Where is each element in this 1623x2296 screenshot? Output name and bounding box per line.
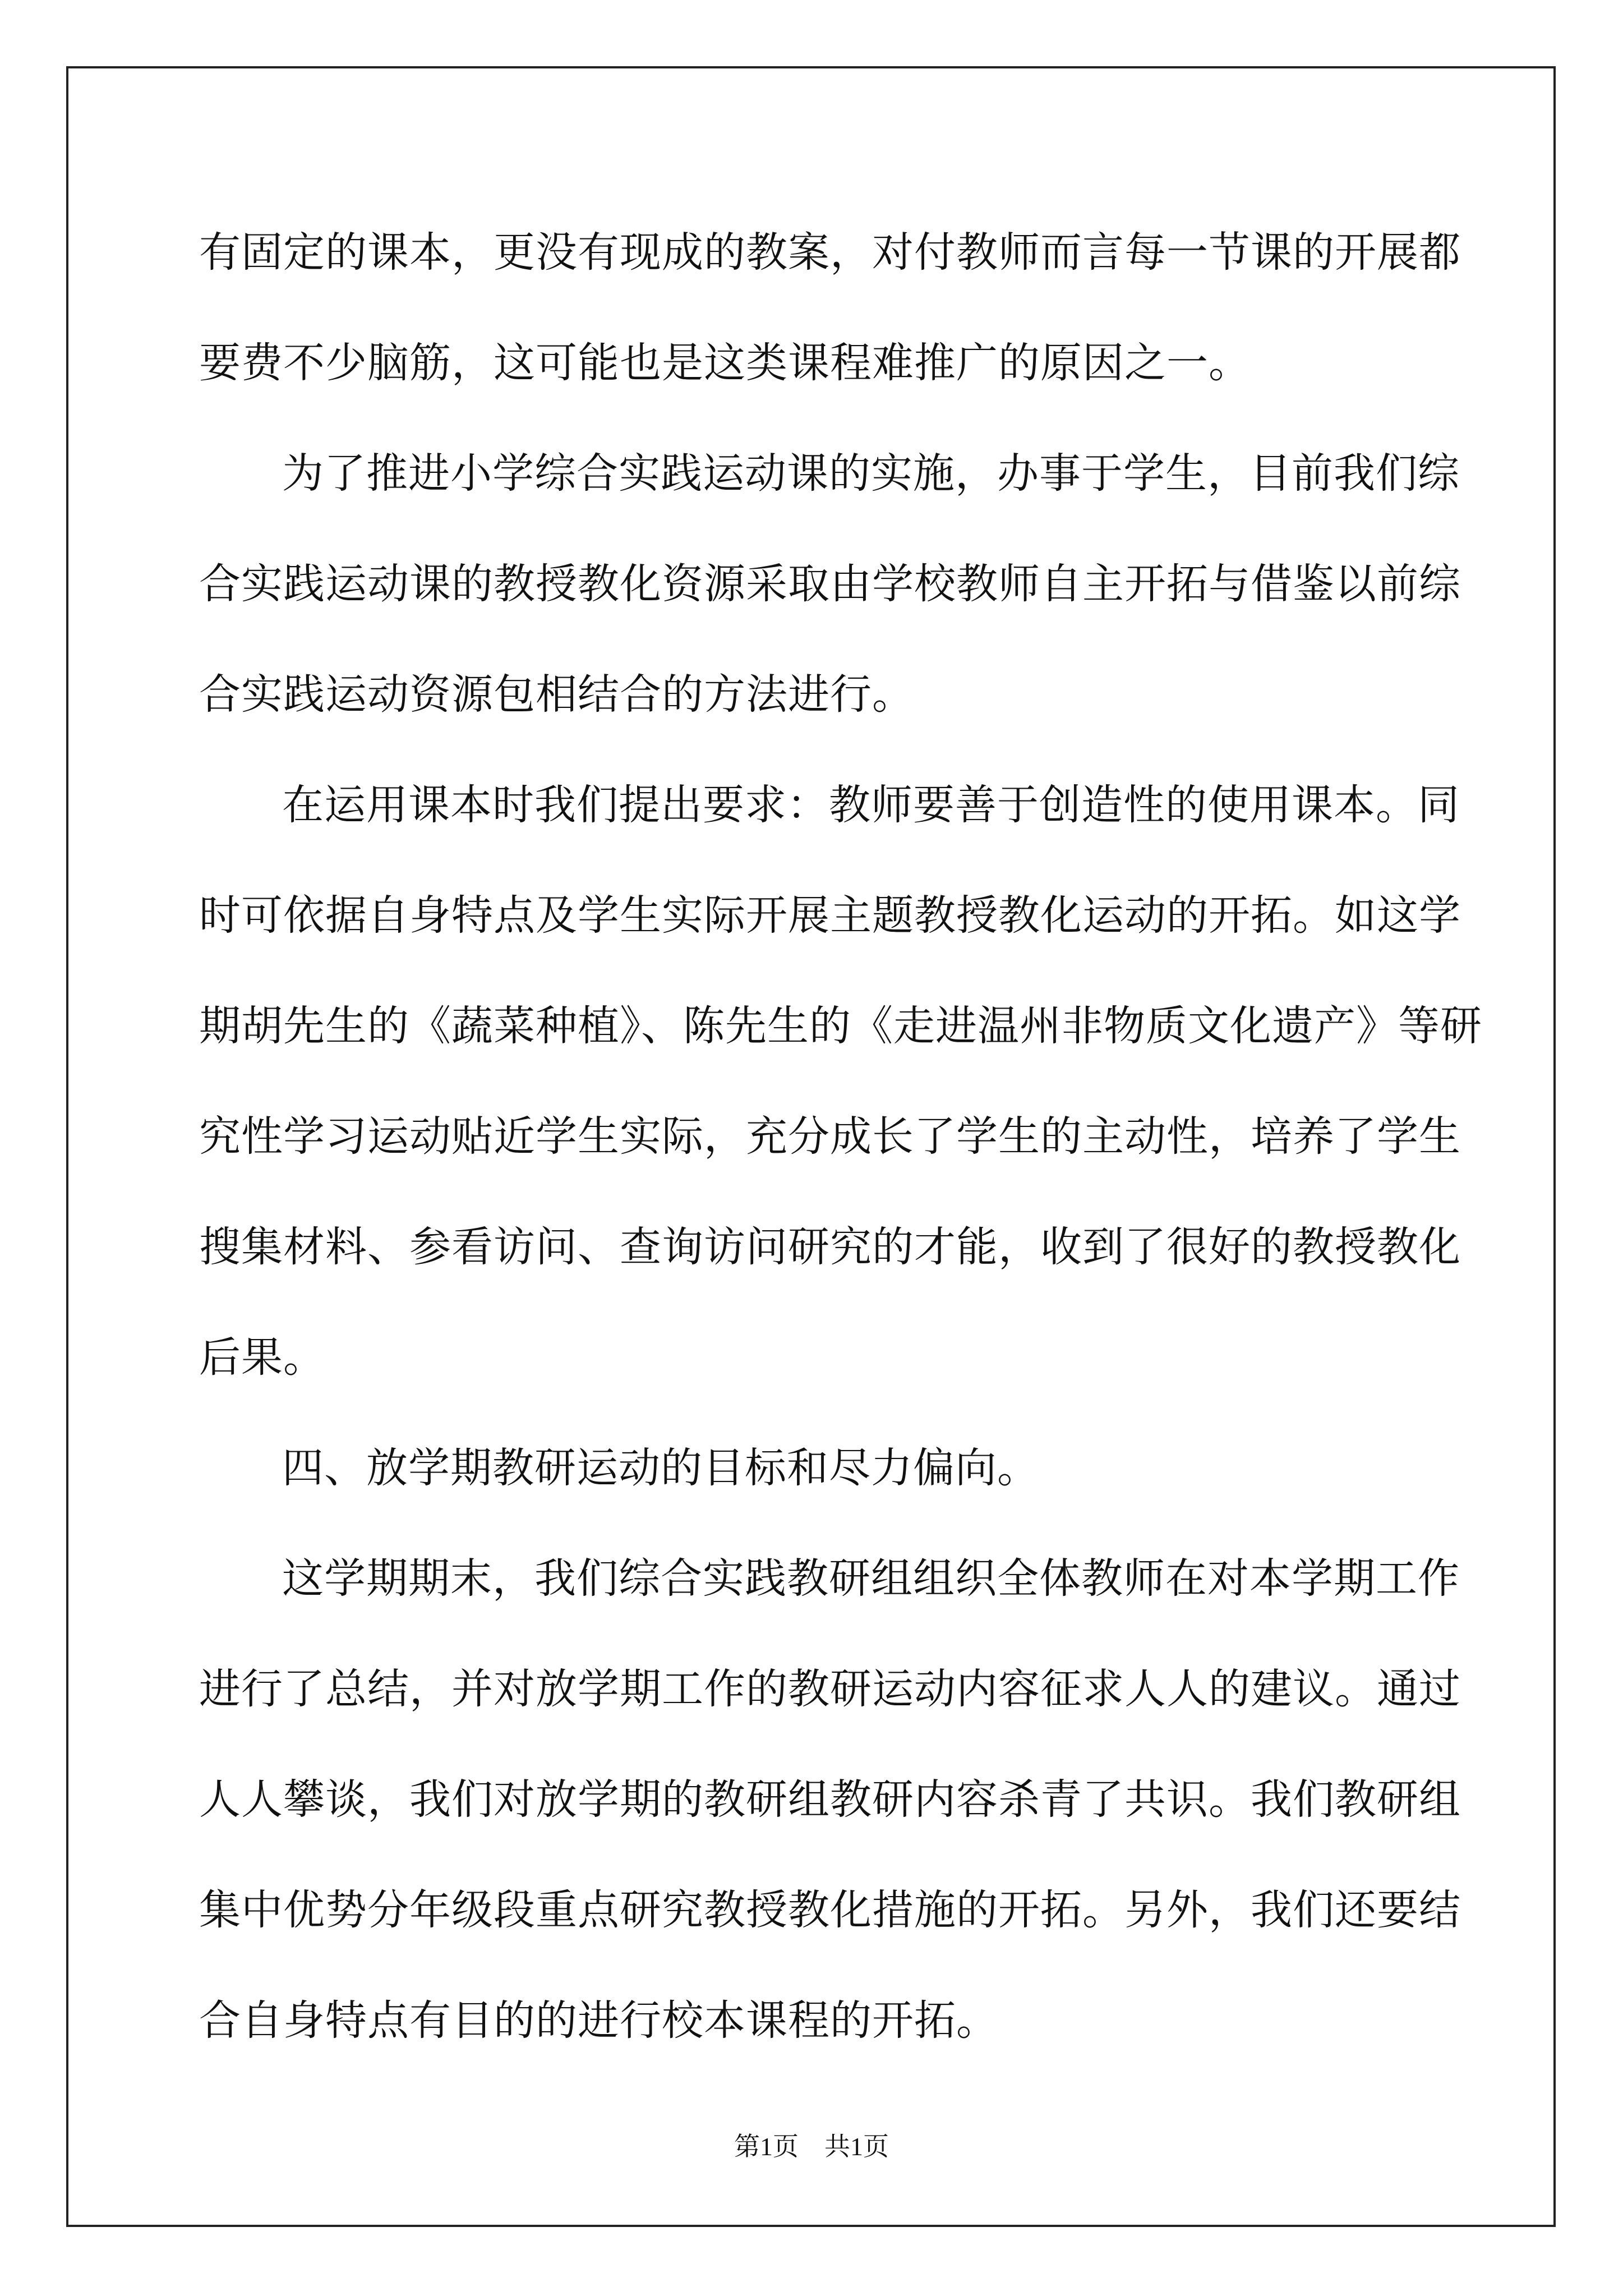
text-line: 期胡先生的《蔬菜种植》、陈先生的《走进温州非物质文化遗产》等研 [199,1002,1482,1050]
text-line: 集中优势分年级段重点研究教授教化措施的开拓。另外，我们还要结 [199,1886,1461,1934]
text-line: 人人攀谈，我们对放学期的教研组教研内容杀青了共识。我们教研组 [199,1775,1461,1824]
text-line: 合实践运动资源包相结合的方法进行。 [199,670,914,719]
text-line: 后果。 [199,1333,325,1382]
text-line: 为了推进小学综合实践运动课的实施，办事于学生，目前我们综 [282,449,1460,498]
text-line: 在运用课本时我们提出要求：教师要善于创造性的使用课本。同 [282,781,1460,829]
text-line: 合实践运动课的教授教化资源采取由学校教师自主开拓与借鉴以前综 [199,560,1461,608]
text-line: 究性学习运动贴近学生实际，充分成长了学生的主动性，培养了学生 [199,1112,1461,1161]
text-line: 时可依据自身特点及学生实际开展主题教授教化运动的开拓。如这学 [199,891,1461,940]
text-line: 搜集材料、参看访问、查询访问研究的才能，收到了很好的教授教化 [199,1223,1461,1271]
page-number-footer: 第1页 共1页 [734,2132,889,2161]
document-body [199,224,1482,2103]
section-heading: 四、放学期教研运动的目标和尽力偏向。 [282,1444,1039,1492]
text-line: 要费不少脑筋，这可能也是这类课程难推广的原因之一。 [199,339,1251,387]
text-line: 进行了总结，并对放学期工作的教研运动内容征求人人的建议。通过 [199,1665,1461,1713]
text-line: 这学期期末，我们综合实践教研组组织全体教师在对本学期工作 [282,1554,1460,1603]
text-line: 有固定的课本，更没有现成的教案，对付教师而言每一节课的开展都 [199,228,1461,277]
text-line: 合自身特点有目的的进行校本课程的开拓。 [199,1996,998,2045]
